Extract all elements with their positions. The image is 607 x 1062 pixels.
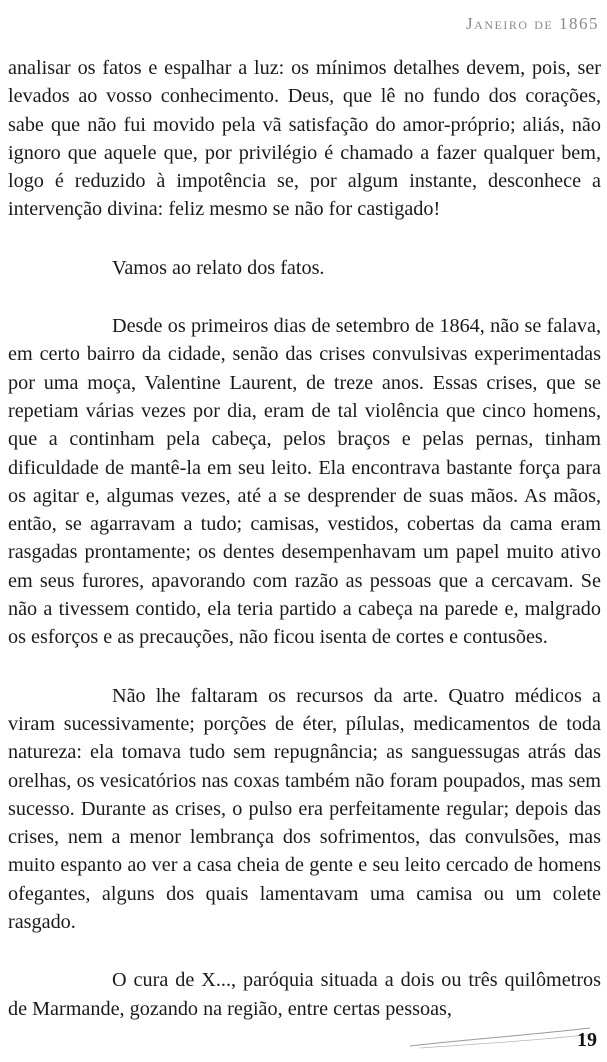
page-body — [8, 54, 601, 1023]
paragraph: Vamos ao relato dos fatos. — [112, 256, 325, 279]
paragraph: analisar os fatos e espalhar a luz: os mínimos detalhes devem, pois, ser levados ao vosso conhecimento. Deus, que lê no fundo dos corações, sabe que não fui movido pela vã satisfação do amor-próprio; aliás, não ignoro que aquele que, por privilégio é chamado a fazer qualquer bem, logo é reduzido à impotência se, por algum instante, desconhece a intervenção divina: feliz mesmo se não for castigado! — [8, 57, 601, 221]
page-number: 19 — [577, 1029, 597, 1051]
paragraph: O cura de X..., paróquia situada a dois ou três quilômetros de Marmande, gozando na região, entre certas pessoas, — [8, 969, 601, 1020]
paragraph: Desde os primeiros dias de setembro de 1864, não se falava, em certo bairro da cidade, senão das crises convulsivas experimentadas por uma moça, Valentine Laurent, de treze anos. Essas crises, que se repetiam várias vezes por dia, eram de tal violência que cinco homens, que a continham pela cabeça, pelos braços e pelas pernas, tinham dificuldade de mantê-la em seu leito. Ela encontrava bastante força para os agitar e, algumas vezes, até a se desprender de suas mãos. As mãos, então, se agarravam a tudo; camisas, vestidos, cobertas da cama eram rasgadas prontamente; os dentes desempenhavam um papel muito ativo em seus furores, apavorando com razão as pessoas que a cercavam. Se não a tivessem contido, ela teria partido a cabeça na parede e, malgrado os esforços e as precauções, não ficou isenta de cortes e contusões. — [8, 315, 601, 649]
running-header: Janeiro de 1865 — [466, 14, 599, 33]
footer-flourish-icon — [400, 1022, 600, 1052]
paragraph: Não lhe faltaram os recursos da arte. Quatro médicos a viram sucessivamente; porções de éter, pílulas, medicamentos de toda natureza: ela tomava tudo sem repugnância; as sanguessugas atrás das orelhas, os vesicatórios nas coxas também não foram poupados, mas sem sucesso. Durante as crises, o pulso era perfeitamente regular; depois das crises, nem a menor lembrança dos sofrimentos, das convulsões, mas muito espanto ao ver a casa cheia de gente e seu leito cercado de homens ofegantes, alguns dos quais lamentavam uma camisa ou um colete rasgado. — [8, 684, 601, 934]
